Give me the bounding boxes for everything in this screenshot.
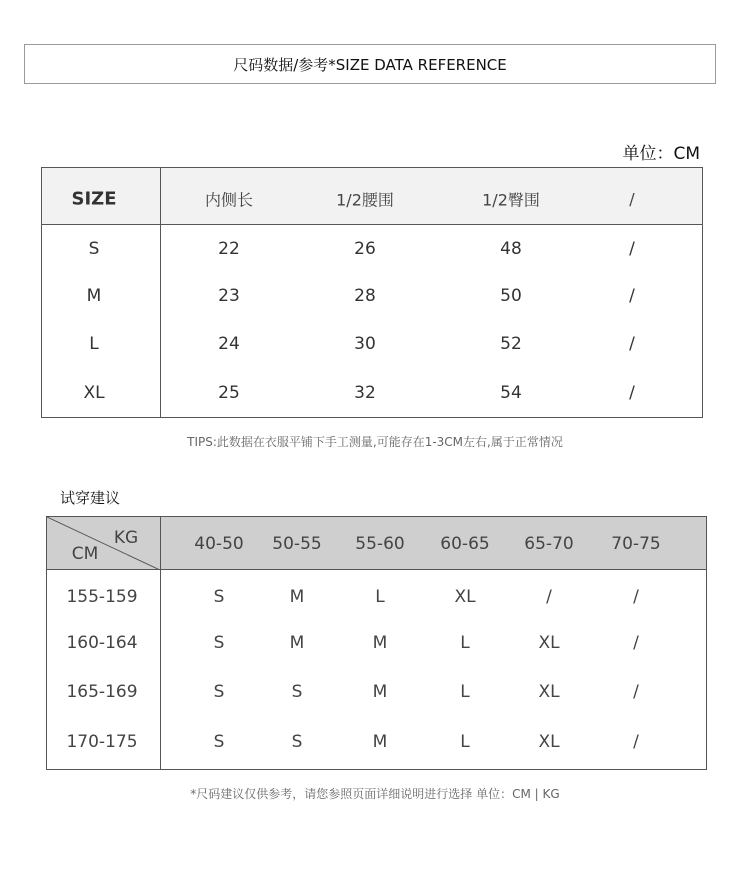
size-table-cell: 25 (218, 383, 240, 403)
recommended-size-cell: M (289, 587, 305, 607)
weight-header-cell: 70-75 (611, 534, 661, 554)
size-table (41, 167, 703, 418)
weight-header-cell: 55-60 (355, 534, 405, 554)
corner-cm-label: CM (71, 544, 99, 564)
height-range-cell: 160-164 (66, 633, 138, 653)
recommend-table (46, 516, 707, 770)
size-header-cell: SIZE (71, 188, 117, 210)
recommended-size-cell: S (291, 732, 303, 752)
size-table-cell: 30 (354, 334, 376, 354)
recommended-size-cell: M (372, 682, 388, 702)
size-header-cell: / (629, 189, 635, 209)
title-box (24, 44, 716, 84)
recommended-size-cell: / (633, 633, 639, 653)
recommended-size-cell: S (213, 587, 225, 607)
size-table-cell: / (629, 286, 635, 306)
recommended-size-cell: S (213, 682, 225, 702)
recommended-size-cell: S (213, 633, 225, 653)
height-range-cell: 165-169 (66, 682, 138, 702)
recommended-size-cell: / (633, 682, 639, 702)
size-table-cell: S (88, 239, 100, 259)
recommended-size-cell: L (460, 682, 470, 702)
recommended-size-cell: XL (538, 732, 560, 752)
corner-diagonal (47, 517, 160, 570)
footnote: *尺码建议仅供参考，请您参照页面详细说明进行选择 单位：CM | KG (190, 787, 560, 801)
weight-header-cell: 60-65 (440, 534, 490, 554)
recommended-size-cell: / (546, 587, 552, 607)
height-range-cell: 170-175 (66, 732, 138, 752)
size-table-cell: L (89, 334, 99, 354)
size-table-cell: 22 (218, 239, 240, 259)
recommended-size-cell: L (460, 633, 470, 653)
size-table-cell: 54 (500, 383, 522, 403)
recommended-size-cell: XL (538, 633, 560, 653)
size-table-cell: 28 (354, 286, 376, 306)
recommended-size-cell: / (633, 587, 639, 607)
corner-kg-label: KG (113, 528, 139, 548)
recommend-table-divider (160, 517, 161, 769)
tips-note: TIPS:此数据在衣服平铺下手工测量,可能存在1-3CM左右,属于正常情况 (187, 435, 563, 449)
size-table-cell: / (629, 239, 635, 259)
recommended-size-cell: L (460, 732, 470, 752)
size-table-cell: XL (83, 383, 105, 403)
size-header-cell: 内侧长 (204, 190, 254, 210)
weight-header-cell: 65-70 (524, 534, 574, 554)
recommended-size-cell: S (291, 682, 303, 702)
recommended-size-cell: S (213, 732, 225, 752)
size-table-cell: 26 (354, 239, 376, 259)
size-header-cell: 1/2腰围 (336, 190, 394, 210)
size-table-cell: / (629, 383, 635, 403)
recommended-size-cell: M (372, 732, 388, 752)
size-table-cell: 24 (218, 334, 240, 354)
size-header-cell: 1/2臀围 (482, 190, 540, 210)
size-table-cell: M (86, 286, 102, 306)
size-table-cell: 23 (218, 286, 240, 306)
size-table-cell: 50 (500, 286, 522, 306)
unit-label: 单位：CM (622, 144, 700, 164)
weight-header-cell: 50-55 (272, 534, 322, 554)
recommended-size-cell: XL (538, 682, 560, 702)
recommend-title: 试穿建议 (60, 489, 121, 507)
recommended-size-cell: M (372, 633, 388, 653)
recommended-size-cell: XL (454, 587, 476, 607)
recommended-size-cell: / (633, 732, 639, 752)
size-table-cell: 52 (500, 334, 522, 354)
recommended-size-cell: M (289, 633, 305, 653)
page-title: 尺码数据/参考*SIZE DATA REFERENCE (233, 55, 507, 74)
size-table-divider (160, 168, 161, 417)
size-table-cell: 48 (500, 239, 522, 259)
size-table-cell: 32 (354, 383, 376, 403)
size-table-cell: / (629, 334, 635, 354)
recommended-size-cell: L (375, 587, 385, 607)
height-range-cell: 155-159 (66, 587, 138, 607)
weight-header-cell: 40-50 (194, 534, 244, 554)
